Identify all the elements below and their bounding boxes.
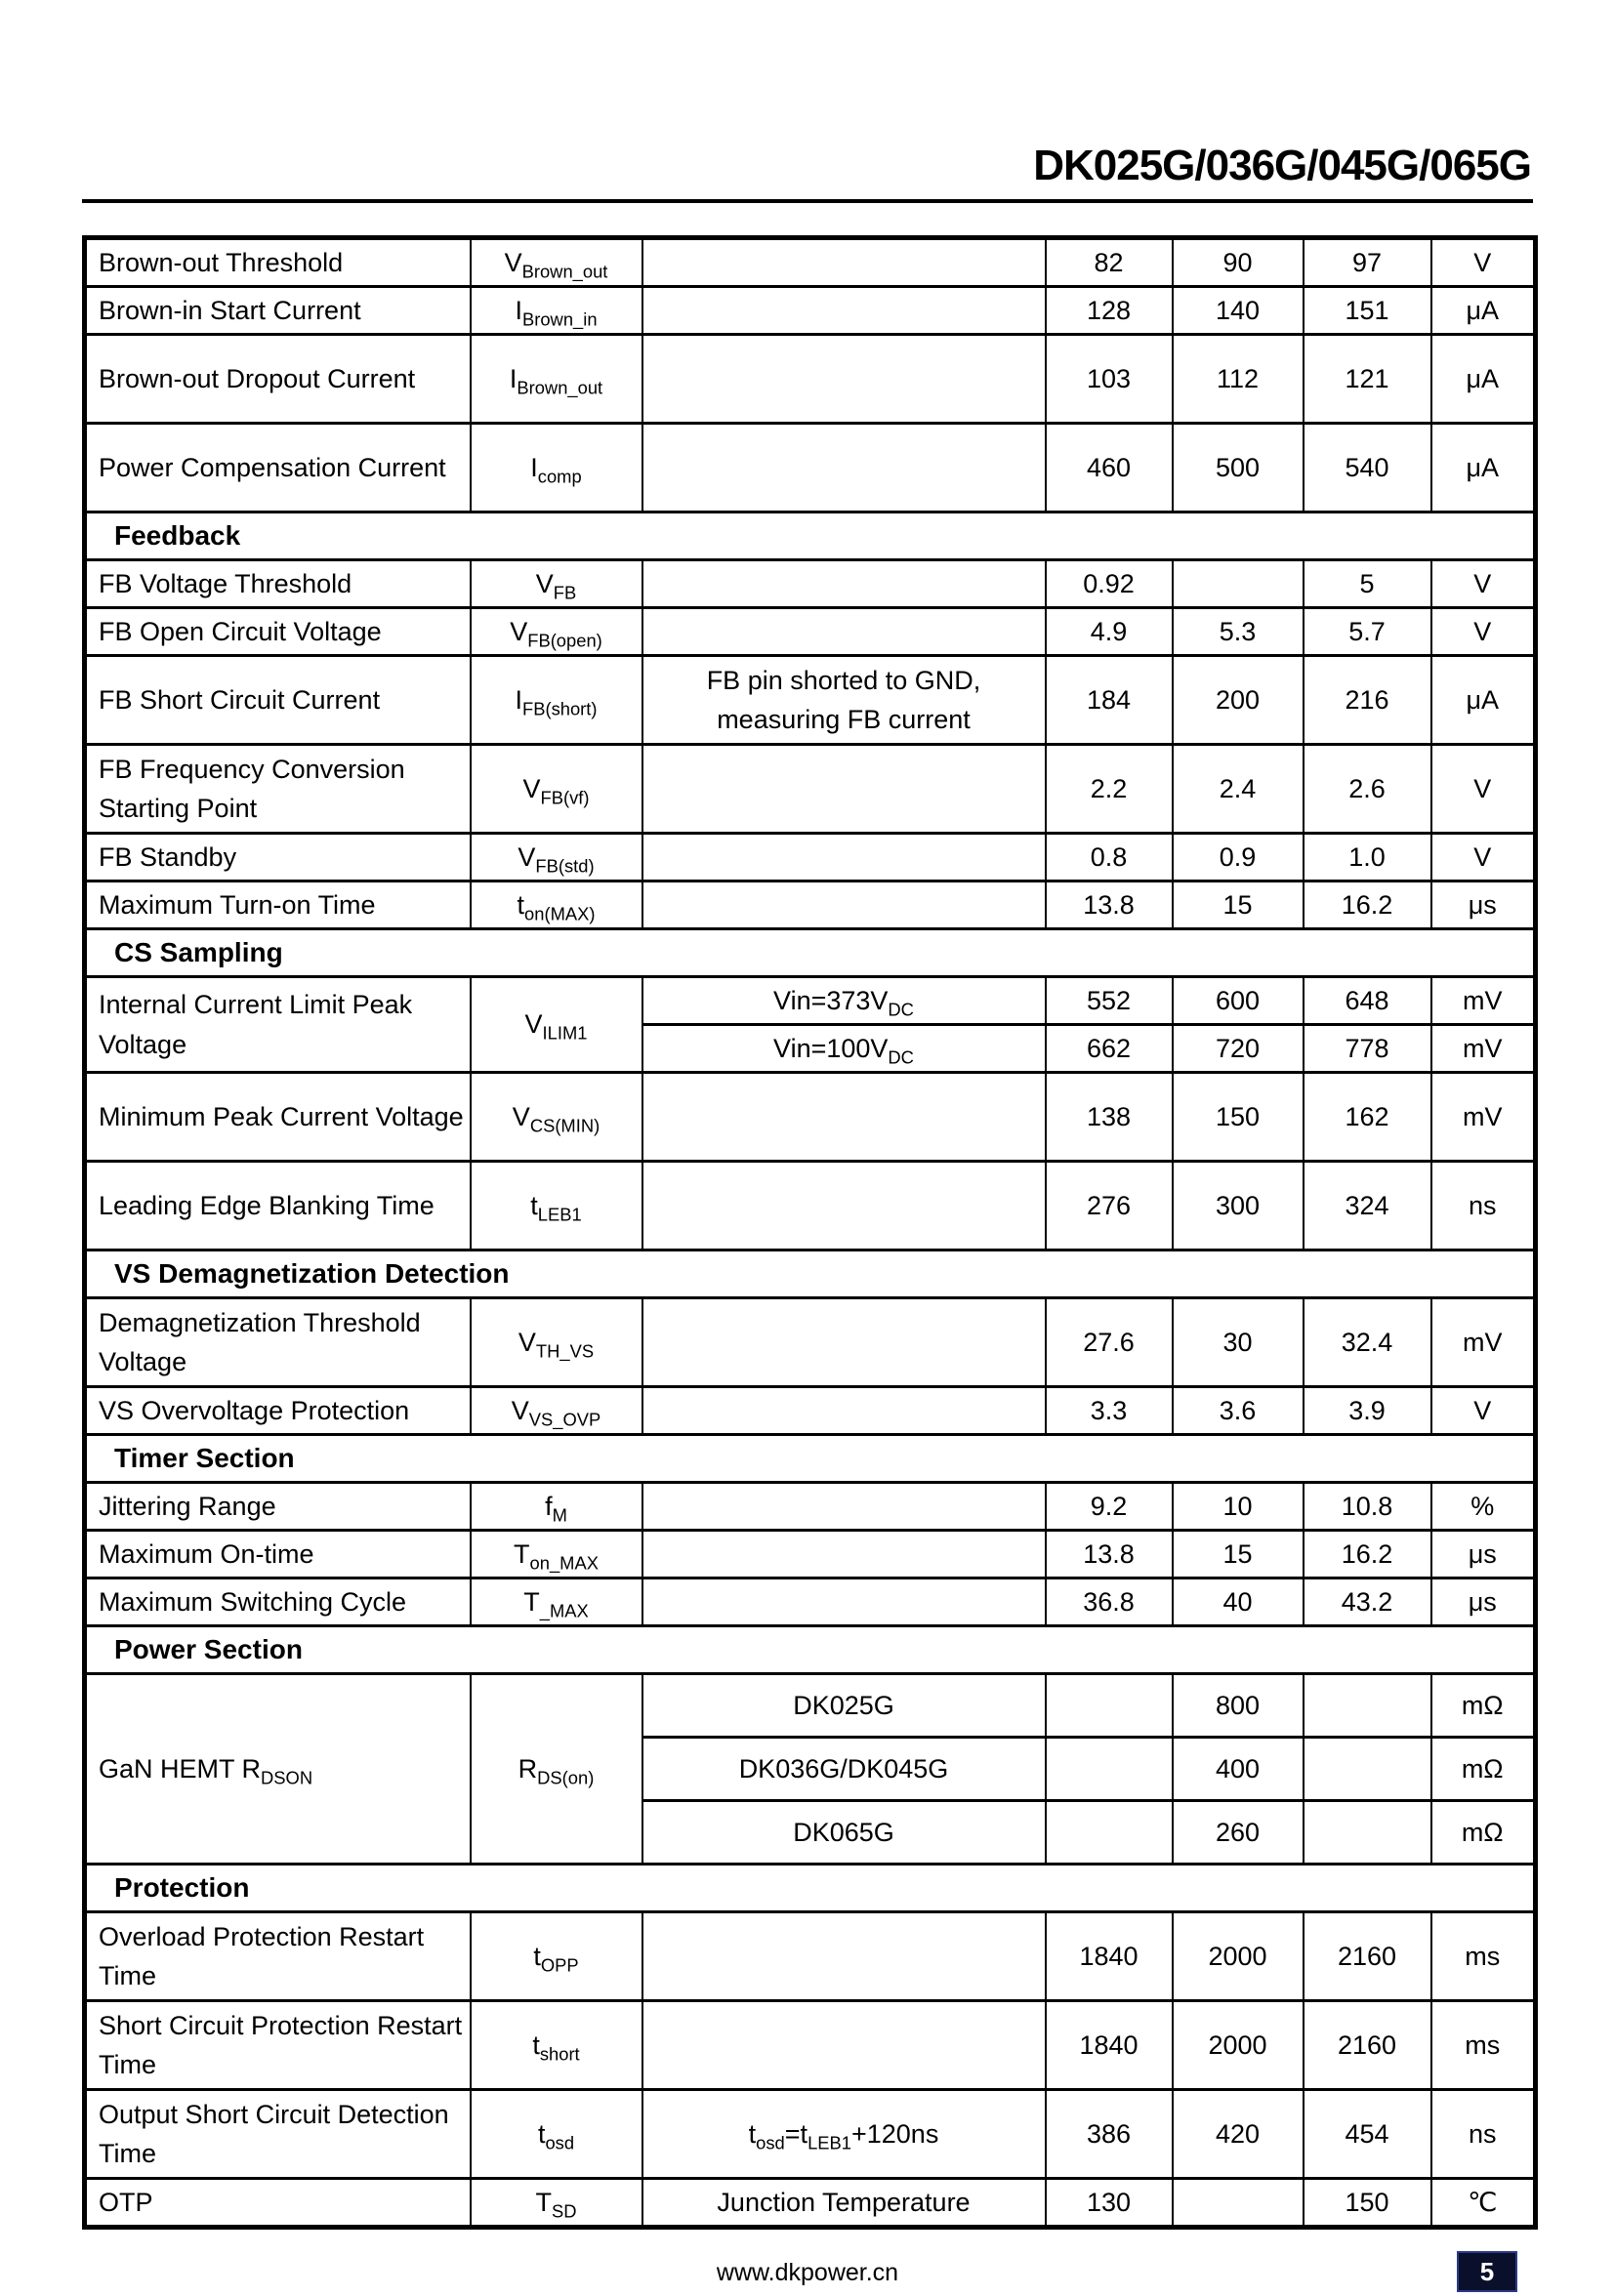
max-value: 1.0: [1304, 834, 1431, 882]
parameter-name: Brown-out Dropout Current: [85, 335, 471, 424]
test-condition: [642, 1531, 1046, 1578]
table-row: [85, 287, 1536, 335]
parameter-symbol: $T_{SD}$: [471, 2179, 642, 2228]
min-value: 36.8: [1046, 1578, 1173, 1626]
typ-value: 2.4: [1173, 745, 1304, 834]
max-value: 10.8: [1304, 1483, 1431, 1531]
max-value: 454: [1304, 2090, 1431, 2179]
unit: mΩ: [1431, 1801, 1536, 1865]
typ-value: 30: [1173, 1298, 1304, 1387]
unit: ns: [1431, 1162, 1536, 1250]
parameter-name: Maximum Turn-on Time: [85, 882, 471, 929]
min-value: 103: [1046, 335, 1173, 424]
section-row: [85, 512, 1536, 560]
parameter-name: Maximum Switching Cycle: [85, 1578, 471, 1626]
test-condition: [642, 238, 1046, 287]
table-row: [85, 2001, 1536, 2090]
parameter-symbol: $V_{FB}$: [471, 560, 642, 608]
typ-value: 260: [1173, 1801, 1304, 1865]
table-row: [85, 238, 1536, 287]
parameter-symbol: $V_{ILIM1}$: [471, 977, 642, 1073]
parameter-symbol: $V_{TH\_VS}$: [471, 1298, 642, 1387]
datasheet-page: [82, 0, 1533, 2296]
unit: mV: [1431, 1298, 1536, 1387]
section-row: [85, 1626, 1536, 1674]
unit: mV: [1431, 977, 1536, 1025]
unit: mΩ: [1431, 1674, 1536, 1738]
parameter-name: Internal Current Limit Peak Voltage: [85, 977, 471, 1073]
test-condition: FB pin shorted to GND, measuring FB current: [642, 656, 1046, 745]
max-value: 121: [1304, 335, 1431, 424]
unit: μA: [1431, 656, 1536, 745]
unit: ms: [1431, 1912, 1536, 2001]
typ-value: 400: [1173, 1738, 1304, 1801]
min-value: 27.6: [1046, 1298, 1173, 1387]
table-row: [85, 745, 1536, 834]
min-value: 82: [1046, 238, 1173, 287]
parameter-name: Brown-in Start Current: [85, 287, 471, 335]
parameter-symbol: $T_{\_MAX}$: [471, 1578, 642, 1626]
min-value: 9.2: [1046, 1483, 1173, 1531]
unit: μA: [1431, 424, 1536, 512]
max-value: 150: [1304, 2179, 1431, 2228]
typ-value: 40: [1173, 1578, 1304, 1626]
parameter-symbol: $t_{OPP}$: [471, 1912, 642, 2001]
typ-value: 600: [1173, 977, 1304, 1025]
min-value: 13.8: [1046, 882, 1173, 929]
unit: V: [1431, 608, 1536, 656]
min-value: 138: [1046, 1073, 1173, 1162]
section-row: [85, 929, 1536, 977]
unit: ns: [1431, 2090, 1536, 2179]
parameter-symbol: $f_M$: [471, 1483, 642, 1531]
min-value: 552: [1046, 977, 1173, 1025]
max-value: 151: [1304, 287, 1431, 335]
min-value: 276: [1046, 1162, 1173, 1250]
typ-value: 5.3: [1173, 608, 1304, 656]
section-header: Protection: [85, 1865, 1536, 1912]
max-value: 43.2: [1304, 1578, 1431, 1626]
parameter-name: Brown-out Threshold: [85, 238, 471, 287]
page-number-badge: [1457, 2251, 1517, 2292]
parameter-name: Output Short Circuit Detection Time: [85, 2090, 471, 2179]
table-row: [85, 1578, 1536, 1626]
page-footer: [82, 2251, 1533, 2296]
test-condition: [642, 1483, 1046, 1531]
typ-value: 800: [1173, 1674, 1304, 1738]
max-value: [1304, 1674, 1431, 1738]
header-rule: [82, 199, 1533, 203]
section-header: CS Sampling: [85, 929, 1536, 977]
section-header: Timer Section: [85, 1435, 1536, 1483]
unit: μs: [1431, 1578, 1536, 1626]
table-row: [85, 608, 1536, 656]
min-value: 460: [1046, 424, 1173, 512]
parameter-name: Maximum On-time: [85, 1531, 471, 1578]
typ-value: 3.6: [1173, 1387, 1304, 1435]
test-condition: $Vin=100V_{DC}$: [642, 1025, 1046, 1073]
parameter-name: Minimum Peak Current Voltage: [85, 1073, 471, 1162]
test-condition: DK036G/DK045G: [642, 1738, 1046, 1801]
min-value: 0.92: [1046, 560, 1173, 608]
unit: V: [1431, 238, 1536, 287]
table-row: [85, 1073, 1536, 1162]
parameter-symbol: $T_{on\_MAX}$: [471, 1531, 642, 1578]
parameter-symbol: $V_{FB(vf)}$: [471, 745, 642, 834]
max-value: 5.7: [1304, 608, 1431, 656]
min-value: 1840: [1046, 2001, 1173, 2090]
table-row: [85, 1674, 1536, 1738]
parameter-symbol: $t_{LEB1}$: [471, 1162, 642, 1250]
typ-value: 15: [1173, 882, 1304, 929]
max-value: 97: [1304, 238, 1431, 287]
typ-value: 150: [1173, 1073, 1304, 1162]
test-condition: $Vin=373V_{DC}$: [642, 977, 1046, 1025]
parameter-symbol: $t_{short}$: [471, 2001, 642, 2090]
table-row: [85, 834, 1536, 882]
max-value: [1304, 1738, 1431, 1801]
unit: V: [1431, 745, 1536, 834]
max-value: 3.9: [1304, 1387, 1431, 1435]
typ-value: 0.9: [1173, 834, 1304, 882]
website-url: www.dkpower.cn: [716, 2259, 899, 2286]
min-value: 13.8: [1046, 1531, 1173, 1578]
typ-value: 90: [1173, 238, 1304, 287]
parameter-name: Jittering Range: [85, 1483, 471, 1531]
parameter-symbol: $I_{FB(short)}$: [471, 656, 642, 745]
typ-value: 420: [1173, 2090, 1304, 2179]
parameter-symbol: $V_{VS\_OVP}$: [471, 1387, 642, 1435]
unit: μA: [1431, 287, 1536, 335]
max-value: 648: [1304, 977, 1431, 1025]
min-value: 0.8: [1046, 834, 1173, 882]
parameter-symbol: $V_{FB(open)}$: [471, 608, 642, 656]
max-value: 16.2: [1304, 1531, 1431, 1578]
parameter-name: OTP: [85, 2179, 471, 2228]
max-value: 324: [1304, 1162, 1431, 1250]
max-value: 162: [1304, 1073, 1431, 1162]
typ-value: [1173, 560, 1304, 608]
unit: V: [1431, 560, 1536, 608]
test-condition: [642, 1387, 1046, 1435]
test-condition: [642, 1912, 1046, 2001]
table-row: [85, 560, 1536, 608]
doc-title: DK025G/036G/045G/065G: [1033, 142, 1531, 189]
typ-value: 720: [1173, 1025, 1304, 1073]
unit: μs: [1431, 882, 1536, 929]
unit: μA: [1431, 335, 1536, 424]
table-row: [85, 1162, 1536, 1250]
typ-value: 200: [1173, 656, 1304, 745]
parameter-name: Overload Protection Restart Time: [85, 1912, 471, 2001]
parameter-name: Demagnetization Threshold Voltage: [85, 1298, 471, 1387]
parameter-name: Leading Edge Blanking Time: [85, 1162, 471, 1250]
max-value: 540: [1304, 424, 1431, 512]
parameter-name: GaN HEMT $R_{DSON}$: [85, 1674, 471, 1865]
typ-value: 112: [1173, 335, 1304, 424]
parameter-symbol: $I_{Brown\_in}$: [471, 287, 642, 335]
page-header: [82, 144, 1533, 187]
min-value: 1840: [1046, 1912, 1173, 2001]
section-header: Feedback: [85, 512, 1536, 560]
electrical-characteristics-table: [82, 235, 1538, 2230]
test-condition: [642, 424, 1046, 512]
test-condition: DK065G: [642, 1801, 1046, 1865]
parameter-symbol: $t_{osd}$: [471, 2090, 642, 2179]
test-condition: [642, 335, 1046, 424]
unit: μs: [1431, 1531, 1536, 1578]
min-value: [1046, 1674, 1173, 1738]
table-row: [85, 1298, 1536, 1387]
parameter-name: FB Voltage Threshold: [85, 560, 471, 608]
test-condition: [642, 1073, 1046, 1162]
page-number: 5: [1479, 2256, 1495, 2286]
min-value: 130: [1046, 2179, 1173, 2228]
table-row: [85, 977, 1536, 1025]
typ-value: 2000: [1173, 2001, 1304, 2090]
test-condition: $t_{osd}=t_{LEB1}+120ns$: [642, 2090, 1046, 2179]
test-condition: [642, 608, 1046, 656]
parameter-symbol: $V_{Brown\_out}$: [471, 238, 642, 287]
parameter-name: FB Open Circuit Voltage: [85, 608, 471, 656]
min-value: 3.3: [1046, 1387, 1173, 1435]
parameter-symbol: $V_{CS(MIN)}$: [471, 1073, 642, 1162]
parameter-name: FB Frequency Conversion Starting Point: [85, 745, 471, 834]
parameter-symbol: $R_{DS(on)}$: [471, 1674, 642, 1865]
table-row: [85, 656, 1536, 745]
test-condition: [642, 1578, 1046, 1626]
test-condition: [642, 1298, 1046, 1387]
max-value: 16.2: [1304, 882, 1431, 929]
test-condition: [642, 1162, 1046, 1250]
min-value: 184: [1046, 656, 1173, 745]
parameter-name: Power Compensation Current: [85, 424, 471, 512]
test-condition: [642, 2001, 1046, 2090]
min-value: 2.2: [1046, 745, 1173, 834]
min-value: 386: [1046, 2090, 1173, 2179]
typ-value: 10: [1173, 1483, 1304, 1531]
table-row: [85, 1531, 1536, 1578]
parameter-name: FB Short Circuit Current: [85, 656, 471, 745]
unit: V: [1431, 1387, 1536, 1435]
table-row: [85, 424, 1536, 512]
table-row: [85, 882, 1536, 929]
unit: mV: [1431, 1025, 1536, 1073]
min-value: [1046, 1801, 1173, 1865]
max-value: 2160: [1304, 1912, 1431, 2001]
table-row: [85, 2090, 1536, 2179]
typ-value: 2000: [1173, 1912, 1304, 2001]
typ-value: [1173, 2179, 1304, 2228]
unit: ℃: [1431, 2179, 1536, 2228]
max-value: [1304, 1801, 1431, 1865]
table-row: [85, 2179, 1536, 2228]
typ-value: 300: [1173, 1162, 1304, 1250]
section-row: [85, 1865, 1536, 1912]
unit: mV: [1431, 1073, 1536, 1162]
max-value: 216: [1304, 656, 1431, 745]
parameter-name: FB Standby: [85, 834, 471, 882]
section-row: [85, 1435, 1536, 1483]
section-header: VS Demagnetization Detection: [85, 1250, 1536, 1298]
max-value: 2.6: [1304, 745, 1431, 834]
table-row: [85, 1387, 1536, 1435]
table-row: [85, 1483, 1536, 1531]
test-condition: [642, 287, 1046, 335]
max-value: 778: [1304, 1025, 1431, 1073]
typ-value: 15: [1173, 1531, 1304, 1578]
unit: %: [1431, 1483, 1536, 1531]
test-condition: DK025G: [642, 1674, 1046, 1738]
parameter-symbol: $V_{FB(std)}$: [471, 834, 642, 882]
test-condition: [642, 882, 1046, 929]
max-value: 2160: [1304, 2001, 1431, 2090]
min-value: 128: [1046, 287, 1173, 335]
unit: V: [1431, 834, 1536, 882]
section-row: [85, 1250, 1536, 1298]
max-value: 32.4: [1304, 1298, 1431, 1387]
parameter-name: VS Overvoltage Protection: [85, 1387, 471, 1435]
parameter-symbol: $t_{on(MAX)}$: [471, 882, 642, 929]
min-value: [1046, 1738, 1173, 1801]
unit: mΩ: [1431, 1738, 1536, 1801]
test-condition: Junction Temperature: [642, 2179, 1046, 2228]
section-header: Power Section: [85, 1626, 1536, 1674]
test-condition: [642, 745, 1046, 834]
typ-value: 140: [1173, 287, 1304, 335]
table-row: [85, 335, 1536, 424]
unit: ms: [1431, 2001, 1536, 2090]
test-condition: [642, 834, 1046, 882]
typ-value: 500: [1173, 424, 1304, 512]
parameter-name: Short Circuit Protection Restart Time: [85, 2001, 471, 2090]
min-value: 4.9: [1046, 608, 1173, 656]
test-condition: [642, 560, 1046, 608]
max-value: 5: [1304, 560, 1431, 608]
min-value: 662: [1046, 1025, 1173, 1073]
table-row: [85, 1912, 1536, 2001]
parameter-symbol: $I_{Brown\_out}$: [471, 335, 642, 424]
parameter-symbol: $I_{comp}$: [471, 424, 642, 512]
